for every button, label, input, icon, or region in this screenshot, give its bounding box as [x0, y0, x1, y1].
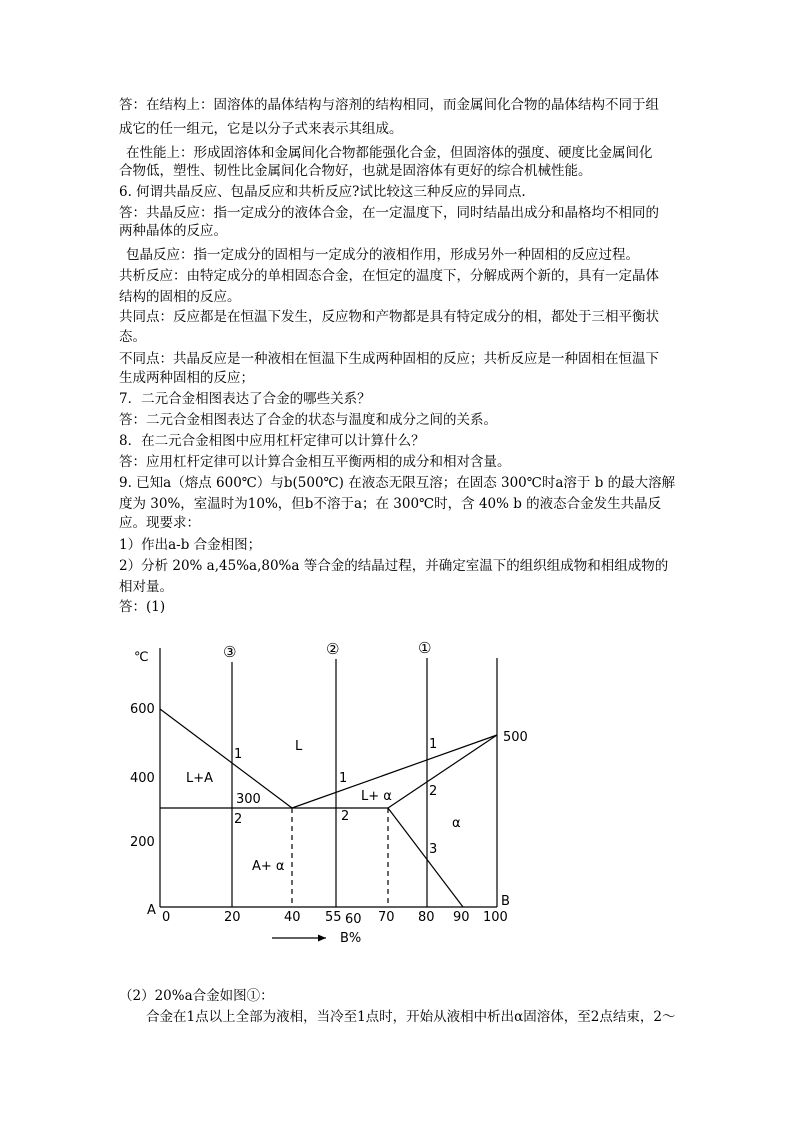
text-line: 2）分析 20% a,45%a,80%a 等合金的结晶过程，并确定室温下的组织组成物和相组成物的 — [119, 558, 669, 574]
corner-b-label: B — [501, 894, 510, 909]
x-tick-90: 90 — [453, 910, 470, 925]
question-8: 8．在二元合金相图中应用杠杆定律可以计算什么？ — [119, 433, 425, 449]
y-unit-label: ℃ — [134, 650, 149, 665]
text-line: 1）作出a-b 合金相图； — [119, 537, 262, 553]
region-l: L — [295, 739, 303, 754]
text-line: 应。现要求： — [119, 515, 200, 531]
liquidus-b — [292, 735, 497, 808]
text-line: 相对量。 — [119, 579, 173, 595]
region-a-plus-alpha: A+ α — [252, 859, 285, 874]
region-l-plus-a: L+A — [186, 771, 214, 786]
alloy-mark-2: ② — [326, 640, 340, 658]
point-label: 1 — [429, 737, 438, 752]
x-tick-0: 0 — [162, 910, 171, 925]
region-alpha: α — [452, 816, 461, 831]
point-label: 3 — [429, 842, 438, 857]
text-line: 态。 — [119, 329, 146, 345]
x-tick-55: 55 — [325, 910, 342, 925]
y-tick-600: 600 — [130, 702, 155, 717]
text-line: 结构的固相的反应。 — [119, 289, 241, 305]
x-tick-60: 60 — [345, 912, 362, 927]
answer-label: 答：(1) — [119, 599, 166, 615]
text-line: 生成两种固相的反应； — [119, 370, 254, 386]
text-line: 共析反应：由特定成分的单相固态合金，在恒定的温度下，分解成两个新的，具有一定晶体 — [119, 268, 659, 284]
corner-a-label: A — [147, 903, 156, 918]
point-label: 2 — [234, 812, 243, 827]
x-tick-70: 70 — [378, 910, 395, 925]
text-line: 成它的任一组元，它是以分子式来表示其组成。 — [119, 121, 403, 137]
question-7: 7．二元合金相图表达了合金的哪些关系？ — [119, 391, 371, 407]
text-line: 不同点：共晶反应是一种液相在恒温下生成两种固相的反应；共析反应是一种固相在恒温下 — [119, 351, 659, 367]
text-line: 合金在1点以上全部为液相，当冷至1点时，开始从液相中析出α固溶体，至2点结束，2～ — [146, 1009, 676, 1025]
question-6: 6. 何谓共晶反应、包晶反应和共析反应?试比较这三种反应的异同点. — [119, 184, 526, 200]
x-tick-40: 40 — [284, 910, 301, 925]
text-line: 度为 30%，室温时为10%，但b不溶于a；在 300℃时，含 40% b 的液态合金发生共晶反 — [119, 496, 662, 512]
text-line: 答：二元合金相图表达了合金的状态与温度和成分之间的关系。 — [119, 412, 497, 428]
point-label: 2 — [341, 809, 350, 824]
y-tick-400: 400 — [130, 771, 155, 786]
text-line: 包晶反应：指一定成分的固相与一定成分的液相作用，形成另外一种固相的反应过程。 — [126, 247, 639, 263]
text-line: 答：在结构上：固溶体的晶体结构与溶剂的结构相同，而金属间化合物的晶体结构不同于组 — [119, 97, 659, 113]
text-line: 两种晶体的反应。 — [119, 223, 227, 239]
region-l-plus-alpha: L+ α — [361, 789, 392, 804]
text-line: 答：应用杠杆定律可以计算合金相互平衡两相的成分和相对含量。 — [119, 454, 511, 470]
text-line: （2）20%a合金如图①： — [119, 988, 274, 1004]
point-label: 1 — [339, 771, 348, 786]
x-axis-label: B% — [340, 931, 362, 946]
text-line: 共同点：反应都是在恒温下发生，反应物和产物都是具有特定成分的相，都处于三相平衡状 — [119, 309, 659, 325]
text-line: 合物低，塑性、韧性比金属间化合物好，也就是固溶体有更好的综合机械性能。 — [119, 163, 592, 179]
y-tick-200: 200 — [130, 835, 155, 850]
eutectic-temp-label: 300 — [236, 792, 261, 807]
text-line: 在性能上：形成固溶体和金属间化合物都能强化合金，但固溶体的强度、硬度比金属间化 — [126, 145, 653, 161]
x-tick-100: 100 — [483, 910, 508, 925]
point-label: 2 — [429, 784, 438, 799]
question-9: 9. 已知a（熔点 600℃）与b(500℃) 在液态无限互溶；在固态 300℃时a溶于 b 的最大溶解 — [119, 475, 676, 491]
liquidus-a — [160, 709, 292, 808]
x-tick-80: 80 — [418, 910, 435, 925]
text-line: 答：共晶反应：指一定成分的液体合金，在一定温度下，同时结晶出成分和晶格均不相同的 — [119, 205, 659, 221]
alloy-mark-3: ③ — [223, 643, 237, 661]
x-tick-20: 20 — [224, 910, 241, 925]
b-melting-label: 500 — [503, 730, 528, 745]
solidus-alpha — [388, 735, 497, 808]
point-label: 1 — [234, 747, 243, 762]
alloy-mark-1: ① — [418, 639, 432, 657]
arrow-head-icon — [318, 935, 326, 942]
